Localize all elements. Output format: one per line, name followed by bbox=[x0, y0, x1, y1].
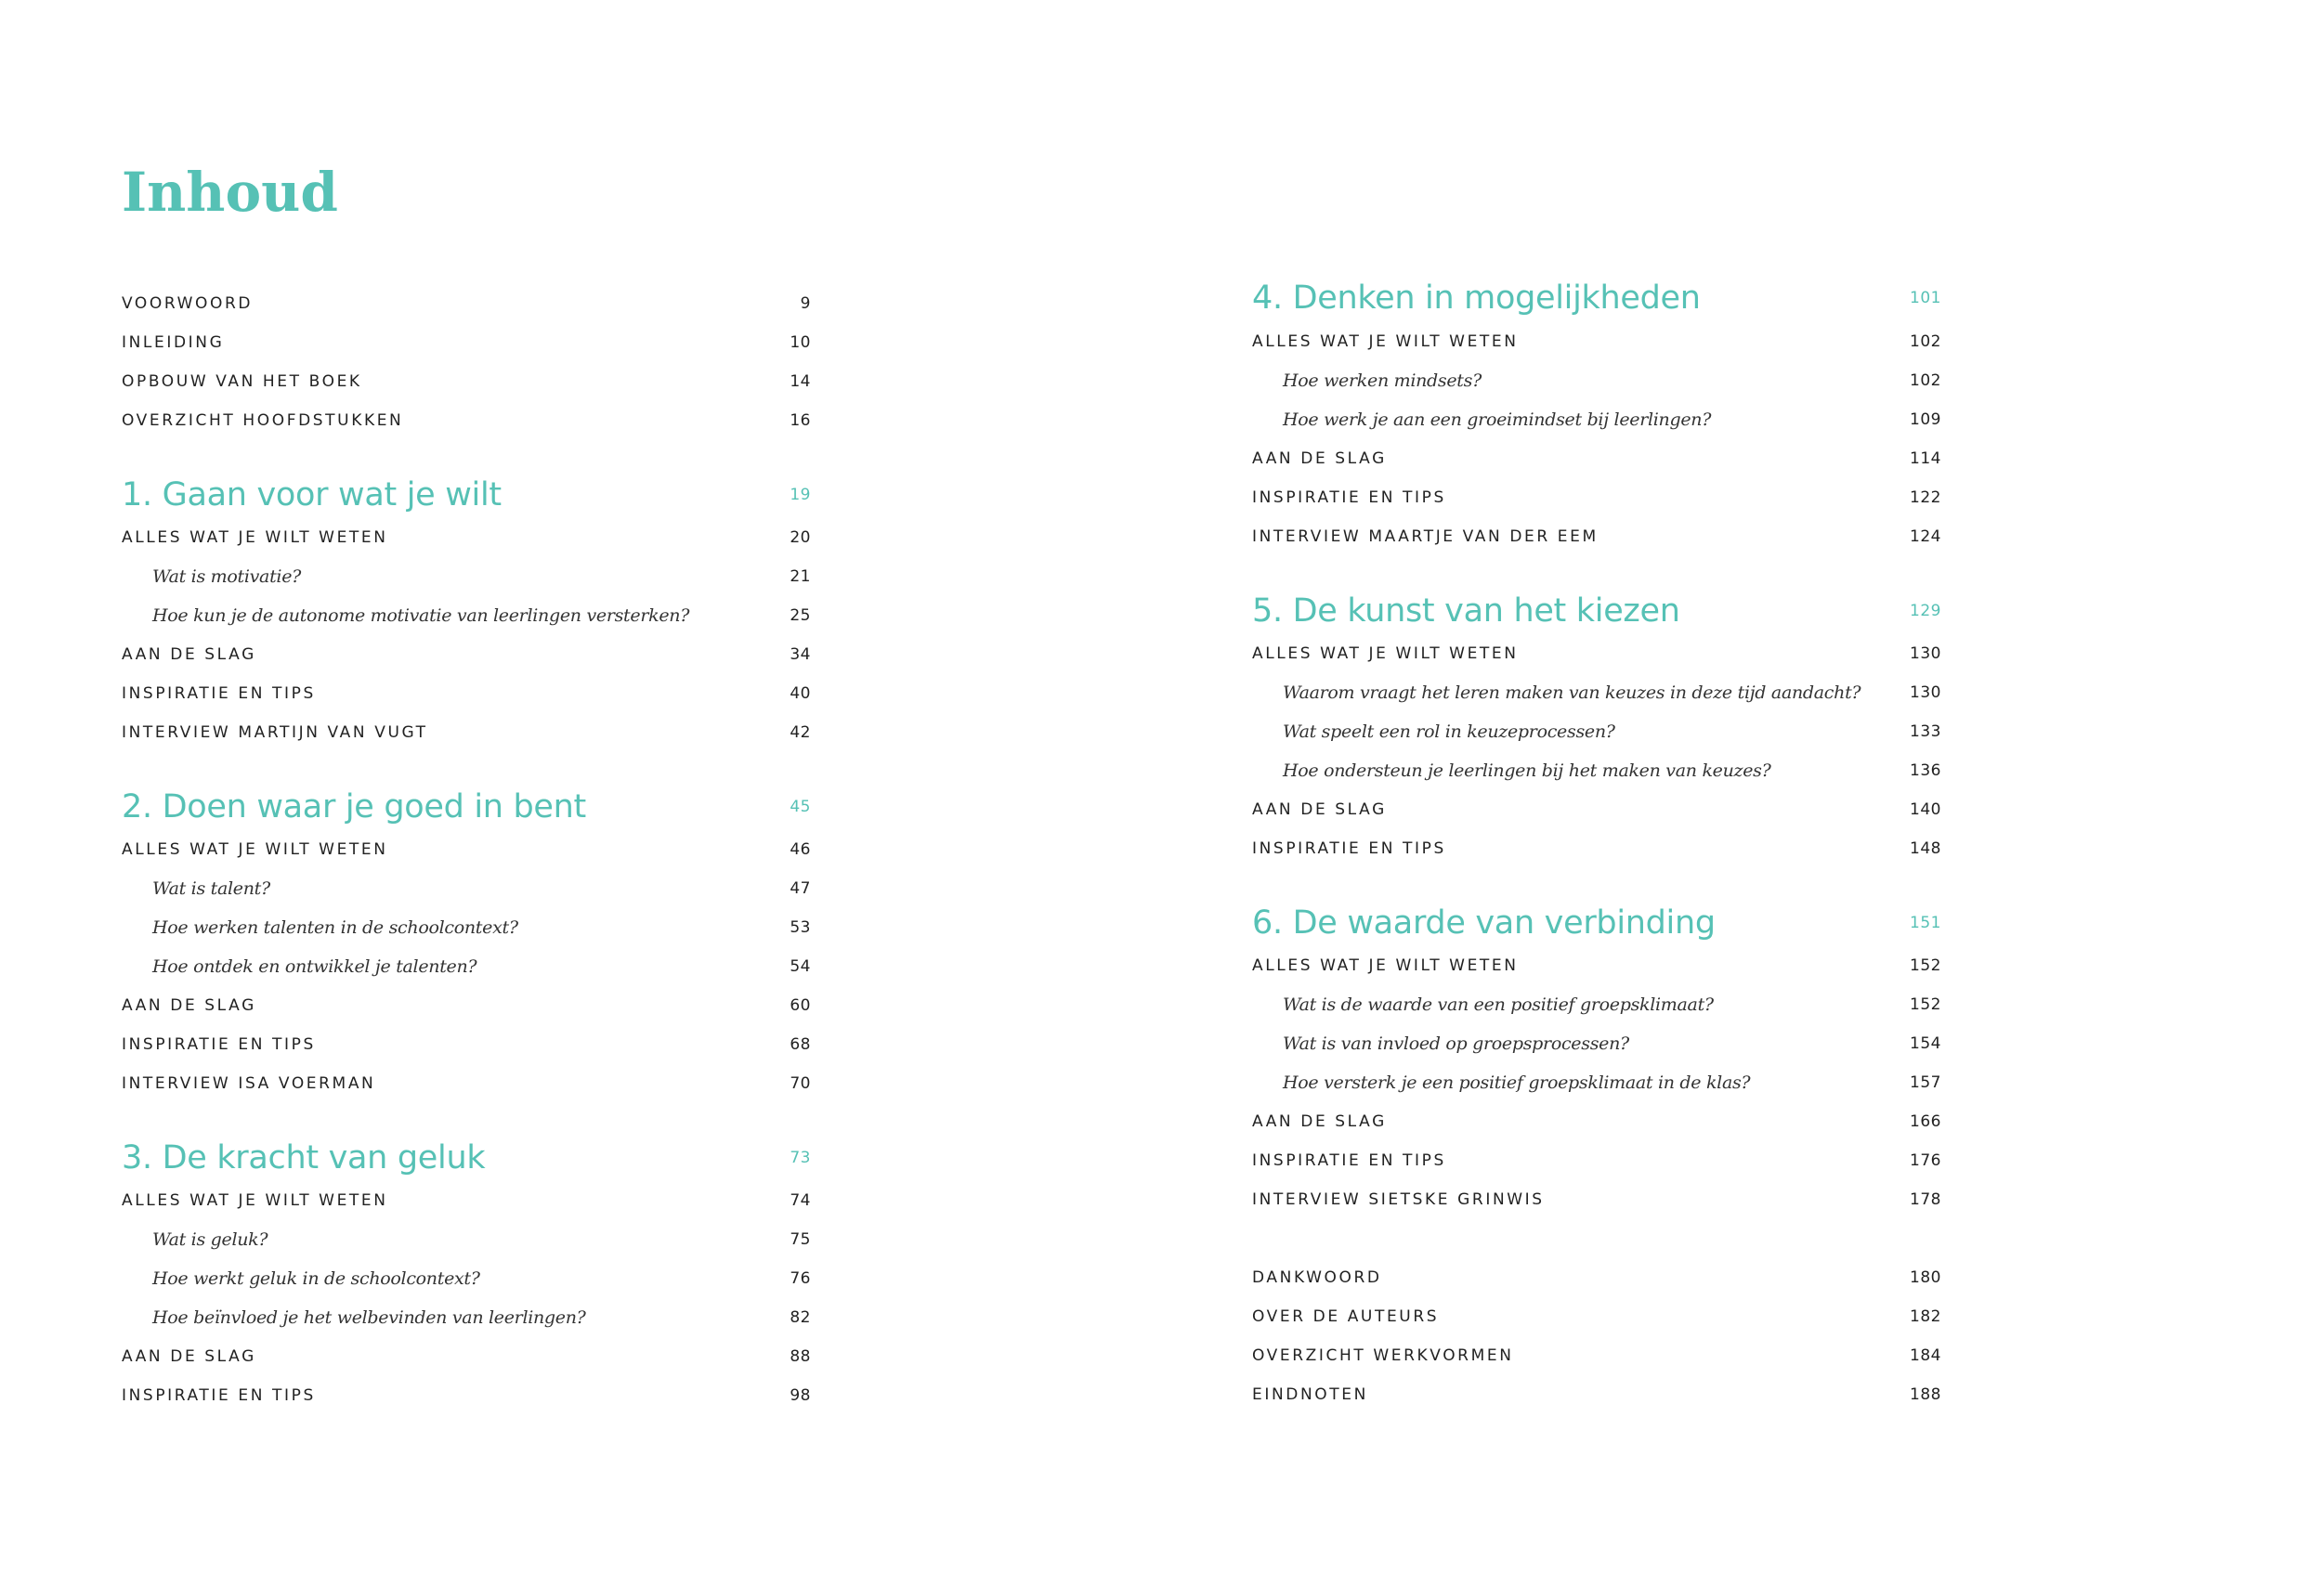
toc-page-number: 133 bbox=[1910, 722, 1941, 741]
toc-entry-title: AAN DE SLAG bbox=[122, 1347, 256, 1366]
toc-entry-title: Wat is de waarde van een positief groepsklimaat? bbox=[1283, 994, 1714, 1015]
toc-entry-title: Waarom vraagt het leren maken van keuzes in deze tijd aandacht? bbox=[1283, 682, 1861, 703]
toc-entry bbox=[1252, 638, 1941, 670]
toc-page-number: 45 bbox=[790, 798, 811, 816]
toc-page-number: 151 bbox=[1910, 914, 1941, 932]
toc-page-number: 68 bbox=[790, 1035, 811, 1054]
toc-entry-title: AAN DE SLAG bbox=[1252, 449, 1387, 468]
toc-entry-title: INLEIDING bbox=[122, 333, 225, 352]
toc-entry-title: 1. Gaan voor wat je wilt bbox=[122, 476, 502, 514]
toc-page-number: 9 bbox=[800, 294, 811, 313]
toc-entry-title: ALLES WAT JE WILT WETEN bbox=[122, 528, 388, 547]
toc-entry-title: Hoe werkt geluk in de schoolcontext? bbox=[152, 1268, 480, 1289]
toc-entry-title: 2. Doen waar je goed in bent bbox=[122, 788, 586, 826]
toc-entry bbox=[1252, 1262, 1941, 1294]
toc-page-number: 76 bbox=[790, 1269, 811, 1288]
page-title: Inhoud bbox=[122, 161, 338, 224]
toc-entry-title: ALLES WAT JE WILT WETEN bbox=[1252, 332, 1519, 351]
toc-page-number: 40 bbox=[790, 684, 811, 703]
toc-entry bbox=[1252, 443, 1941, 474]
toc-page-number: 122 bbox=[1910, 488, 1941, 507]
toc-entry bbox=[122, 717, 811, 748]
toc-page-number: 98 bbox=[790, 1386, 811, 1405]
toc-entry-title: INSPIRATIE EN TIPS bbox=[122, 1035, 316, 1054]
toc-entry-title: ALLES WAT JE WILT WETEN bbox=[122, 840, 388, 859]
toc-entry-title: Hoe ondersteun je leerlingen bij het maken van keuzes? bbox=[1283, 760, 1771, 781]
toc-subentry bbox=[1252, 365, 1941, 396]
toc-page-number: 148 bbox=[1910, 839, 1941, 858]
toc-entry bbox=[122, 1341, 811, 1372]
toc-page-number: 47 bbox=[790, 879, 811, 898]
toc-entry-title: Hoe werk je aan een groeimindset bij leerlingen? bbox=[1283, 410, 1712, 430]
toc-page-number: 70 bbox=[790, 1074, 811, 1093]
toc-chapter-heading bbox=[1252, 276, 1941, 320]
toc-subentry bbox=[1252, 716, 1941, 748]
toc-page-number: 25 bbox=[790, 606, 811, 625]
toc-page-number: 136 bbox=[1910, 761, 1941, 780]
toc-entry bbox=[1252, 326, 1941, 358]
toc-subentry bbox=[1252, 989, 1941, 1020]
toc-subentry bbox=[122, 1263, 811, 1294]
toc-page-number: 101 bbox=[1910, 289, 1941, 307]
toc-entry-title: Hoe werken talenten in de schoolcontext? bbox=[152, 917, 518, 938]
toc-page-number: 53 bbox=[790, 918, 811, 937]
toc-entry bbox=[122, 522, 811, 553]
toc-page-number: 152 bbox=[1910, 956, 1941, 975]
toc-page-number: 182 bbox=[1910, 1307, 1941, 1326]
toc-chapter-heading bbox=[122, 473, 811, 517]
toc-entry-title: AAN DE SLAG bbox=[122, 996, 256, 1015]
toc-page-number: 184 bbox=[1910, 1346, 1941, 1365]
toc-page-number: 180 bbox=[1910, 1268, 1941, 1287]
toc-page-number: 152 bbox=[1910, 995, 1941, 1014]
toc-subentry bbox=[122, 1302, 811, 1333]
toc-entry-title: INSPIRATIE EN TIPS bbox=[1252, 839, 1446, 858]
toc-entry-title: INSPIRATIE EN TIPS bbox=[122, 1386, 316, 1405]
toc-subentry bbox=[122, 561, 811, 592]
toc-entry bbox=[1252, 950, 1941, 982]
toc-entry-title: Hoe werken mindsets? bbox=[1283, 370, 1482, 391]
toc-entry-title: 5. De kunst van het kiezen bbox=[1252, 592, 1680, 630]
toc-entry-title: ALLES WAT JE WILT WETEN bbox=[1252, 644, 1519, 663]
toc-page-number: 10 bbox=[790, 333, 811, 352]
toc-chapter-heading bbox=[1252, 589, 1941, 633]
toc-entry-title: INTERVIEW MAARTJE VAN DER EEM bbox=[1252, 527, 1599, 546]
toc-page-number: 16 bbox=[790, 411, 811, 430]
toc-chapter-heading bbox=[122, 785, 811, 829]
toc-entry bbox=[1252, 521, 1941, 552]
toc-page-number: 19 bbox=[790, 486, 811, 504]
toc-entry bbox=[122, 1068, 811, 1099]
toc-entry bbox=[1252, 1106, 1941, 1138]
toc-subentry bbox=[1252, 404, 1941, 436]
toc-subentry bbox=[122, 951, 811, 982]
toc-page-number: 73 bbox=[790, 1149, 811, 1167]
toc-entry-title: Wat speelt een rol in keuzeprocessen? bbox=[1283, 722, 1615, 742]
toc-subentry bbox=[1252, 755, 1941, 786]
toc-entry-title: Wat is geluk? bbox=[152, 1229, 268, 1250]
toc-page-number: 54 bbox=[790, 957, 811, 976]
toc-entry bbox=[122, 1185, 811, 1216]
toc-page-number: 74 bbox=[790, 1191, 811, 1210]
toc-entry bbox=[122, 405, 811, 436]
toc-page-number: 88 bbox=[790, 1347, 811, 1366]
toc-page-number: 60 bbox=[790, 996, 811, 1015]
toc-entry bbox=[122, 678, 811, 709]
toc-entry-title: Hoe ontdek en ontwikkel je talenten? bbox=[152, 956, 477, 977]
toc-subentry bbox=[122, 600, 811, 631]
toc-entry bbox=[1252, 1301, 1941, 1332]
toc-page-number: 102 bbox=[1910, 332, 1941, 351]
toc-entry-title: AAN DE SLAG bbox=[1252, 1112, 1387, 1131]
toc-page-number: 154 bbox=[1910, 1034, 1941, 1053]
toc-entry-title: OPBOUW VAN HET BOEK bbox=[122, 372, 362, 391]
toc-entry bbox=[122, 288, 811, 319]
toc-entry bbox=[122, 990, 811, 1021]
toc-entry bbox=[1252, 482, 1941, 514]
toc-page-number: 82 bbox=[790, 1308, 811, 1327]
toc-entry bbox=[1252, 833, 1941, 864]
toc-subentry bbox=[1252, 677, 1941, 708]
toc-entry-title: INTERVIEW ISA VOERMAN bbox=[122, 1074, 376, 1093]
toc-subentry bbox=[1252, 1067, 1941, 1098]
toc-entry-title: Hoe versterk je een positief groepsklimaat in de klas? bbox=[1283, 1072, 1751, 1093]
toc-page-number: 178 bbox=[1910, 1190, 1941, 1209]
toc-entry-title: INSPIRATIE EN TIPS bbox=[122, 684, 316, 703]
toc-entry-title: INTERVIEW MARTIJN VAN VUGT bbox=[122, 723, 428, 742]
toc-page-number: 14 bbox=[790, 372, 811, 391]
toc-entry-title: OVERZICHT WERKVORMEN bbox=[1252, 1346, 1514, 1365]
toc-page-number: 157 bbox=[1910, 1073, 1941, 1092]
toc-entry-title: AAN DE SLAG bbox=[1252, 800, 1387, 819]
toc-entry-title: AAN DE SLAG bbox=[122, 645, 256, 664]
toc-entry-title: 4. Denken in mogelijkheden bbox=[1252, 280, 1701, 317]
toc-subentry bbox=[122, 1224, 811, 1255]
toc-entry-title: DANKWOORD bbox=[1252, 1268, 1382, 1287]
toc-entry-title: INSPIRATIE EN TIPS bbox=[1252, 1151, 1446, 1170]
toc-entry-title: OVERZICHT HOOFDSTUKKEN bbox=[122, 411, 404, 430]
toc-page-number: 46 bbox=[790, 840, 811, 859]
toc-page-number: 130 bbox=[1910, 644, 1941, 663]
toc-entry-title: VOORWOORD bbox=[122, 294, 254, 313]
toc-entry bbox=[122, 834, 811, 865]
toc-entry-title: INTERVIEW SIETSKE GRINWIS bbox=[1252, 1190, 1545, 1209]
toc-page-number: 42 bbox=[790, 723, 811, 742]
toc-entry-title: EINDNOTEN bbox=[1252, 1385, 1368, 1404]
toc-entry-title: INSPIRATIE EN TIPS bbox=[1252, 488, 1446, 507]
toc-page-number: 130 bbox=[1910, 683, 1941, 702]
toc-entry bbox=[122, 327, 811, 358]
toc-entry bbox=[122, 366, 811, 397]
toc-entry-title: Wat is motivatie? bbox=[152, 566, 302, 587]
toc-page-number: 124 bbox=[1910, 527, 1941, 546]
toc-page-number: 129 bbox=[1910, 602, 1941, 620]
toc-entry-title: Wat is van invloed op groepsprocessen? bbox=[1283, 1034, 1629, 1054]
toc-entry-title: Hoe beïnvloed je het welbevinden van leerlingen? bbox=[152, 1307, 586, 1328]
toc-entry-title: OVER DE AUTEURS bbox=[1252, 1307, 1440, 1326]
toc-entry bbox=[122, 639, 811, 670]
toc-page-number: 102 bbox=[1910, 371, 1941, 390]
toc-page-number: 109 bbox=[1910, 410, 1941, 429]
toc-subentry bbox=[122, 873, 811, 904]
toc-page-number: 188 bbox=[1910, 1385, 1941, 1404]
toc-entry bbox=[1252, 1184, 1941, 1216]
toc-entry-title: ALLES WAT JE WILT WETEN bbox=[1252, 956, 1519, 975]
toc-entry bbox=[122, 1380, 811, 1411]
toc-entry bbox=[1252, 1340, 1941, 1372]
toc-page-number: 140 bbox=[1910, 800, 1941, 819]
toc-page-number: 21 bbox=[790, 567, 811, 586]
toc-entry-title: 3. De kracht van geluk bbox=[122, 1139, 486, 1176]
toc-entry bbox=[122, 1029, 811, 1060]
toc-page-number: 114 bbox=[1910, 449, 1941, 468]
toc-entry-title: Wat is talent? bbox=[152, 878, 270, 899]
toc-page-number: 20 bbox=[790, 528, 811, 547]
toc-page-number: 166 bbox=[1910, 1112, 1941, 1131]
toc-entry bbox=[1252, 1145, 1941, 1176]
toc-entry-title: 6. De waarde van verbinding bbox=[1252, 904, 1716, 942]
toc-entry bbox=[1252, 794, 1941, 826]
toc-page-number: 176 bbox=[1910, 1151, 1941, 1170]
toc-chapter-heading bbox=[122, 1136, 811, 1180]
toc-entry-title: Hoe kun je de autonome motivatie van leerlingen versterken? bbox=[152, 605, 690, 626]
toc-chapter-heading bbox=[1252, 901, 1941, 945]
toc-entry bbox=[1252, 1379, 1941, 1410]
toc-page-number: 34 bbox=[790, 645, 811, 664]
toc-subentry bbox=[1252, 1028, 1941, 1060]
toc-entry-title: ALLES WAT JE WILT WETEN bbox=[122, 1191, 388, 1210]
toc-page-number: 75 bbox=[790, 1230, 811, 1249]
toc-subentry bbox=[122, 912, 811, 943]
